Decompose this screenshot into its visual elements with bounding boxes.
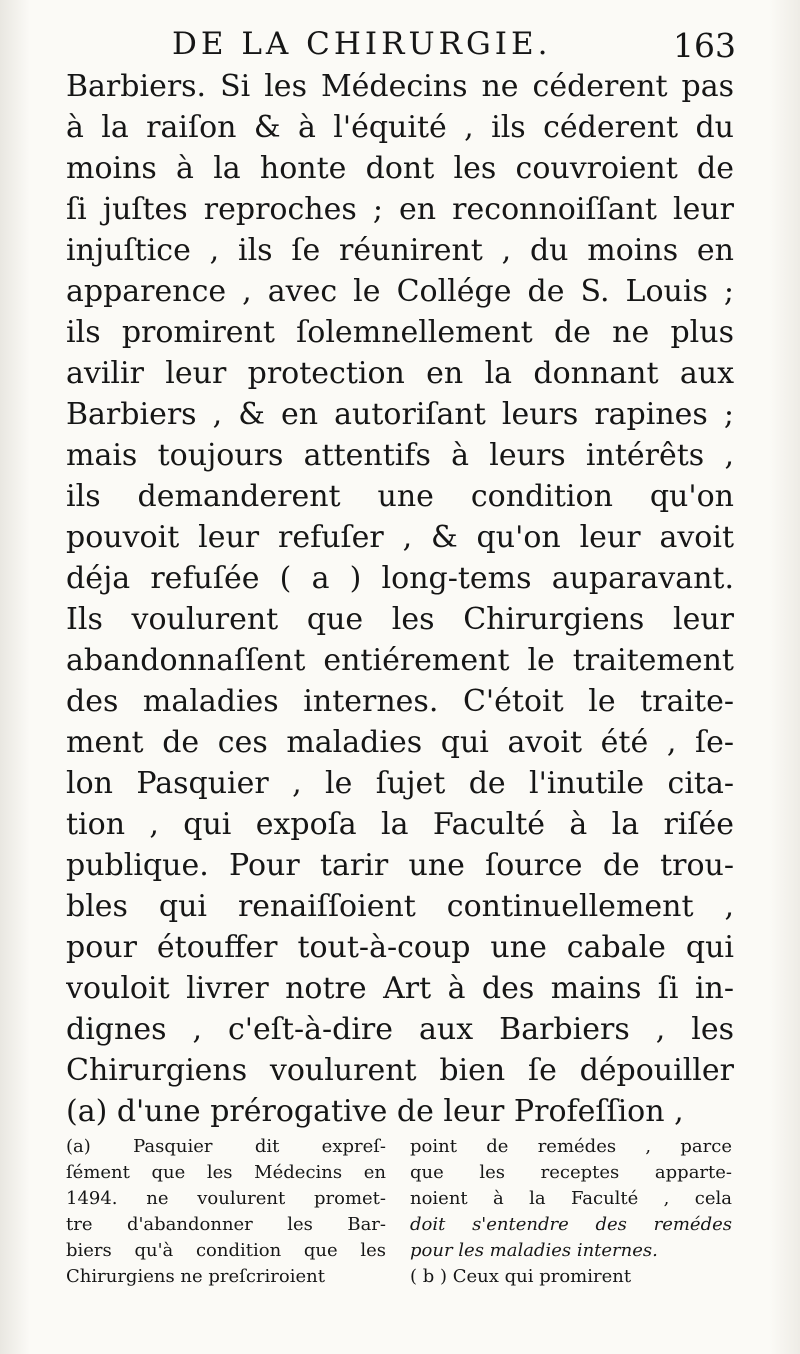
footnote-line: (a) Pasquier dit expreſ- <box>66 1136 386 1157</box>
footnote-line: ſément que les Médecins en <box>66 1162 386 1183</box>
page-number: 163 <box>673 26 736 65</box>
text-line: ils promirent ſolemnellement de ne plus <box>66 315 734 350</box>
footnote-column-left <box>66 1134 386 1304</box>
text-line: pouvoit leur refuſer , & qu'on leur avoit <box>66 520 734 555</box>
text-line: Barbiers , & en autoriſant leurs rapines ; <box>66 397 734 432</box>
text-line: injuſtice , ils ſe réunirent , du moins en <box>66 233 734 268</box>
footnote-column-right <box>410 1134 732 1304</box>
footnote-line-italic: doit s'entendre des remédes <box>410 1214 732 1235</box>
text-line: mais toujours attentifs à leurs intérêts , <box>66 438 734 473</box>
text-line: moins à la honte dont les couvroient de <box>66 151 734 186</box>
text-line: ment de ces maladies qui avoit été , ſe- <box>66 725 734 760</box>
text-line: vouloit livrer notre Art à des mains ſi in- <box>66 971 734 1006</box>
text-line: Ils voulurent que les Chirurgiens leur <box>66 602 734 637</box>
footnote-line-italic: pour les maladies internes. <box>410 1240 658 1261</box>
footnote-line: biers qu'à condition que les <box>66 1240 386 1261</box>
text-line: lon Pasquier , le ſujet de l'inutile cita- <box>66 766 734 801</box>
footnote-line: 1494. ne voulurent promet- <box>66 1188 386 1209</box>
page-header <box>60 22 736 66</box>
text-line: bles qui renaiſſoient continuellement , <box>66 889 734 924</box>
text-line: (a) d'une prérogative de leur Profeſſion , <box>66 1094 684 1129</box>
footnote-line: que les receptes apparte- <box>410 1162 732 1183</box>
text-line: dignes , c'eſt-à-dire aux Barbiers , les <box>66 1012 734 1047</box>
running-title: DE LA CHIRURGIE. <box>172 26 552 62</box>
text-line: Chirurgiens voulurent bien ſe dépouiller <box>66 1053 734 1088</box>
text-line: publique. Pour tarir une ſource de trou- <box>66 848 734 883</box>
footnote-line: noient à la Faculté , cela <box>410 1188 732 1209</box>
text-line: tion , qui expoſa la Faculté à la riſée <box>66 807 734 842</box>
footnote-line: Chirurgiens ne preſcriroient <box>66 1266 325 1287</box>
text-line: déja refuſée ( a ) long-tems auparavant. <box>66 561 734 596</box>
text-line: ſi juſtes reproches ; en reconnoiſſant leur <box>66 192 734 227</box>
body-text <box>66 66 734 1132</box>
footnote-line: tre d'abandonner les Bar- <box>66 1214 386 1235</box>
text-line: apparence , avec le Collége de S. Louis ; <box>66 274 734 309</box>
footnote-line: ( b ) Ceux qui promirent <box>410 1266 632 1287</box>
text-line: pour étouffer tout-à-coup une cabale qui <box>66 930 734 965</box>
text-line: abandonnaſſent entiérement le traitement <box>66 643 734 678</box>
footnote-line: point de remédes , parce <box>410 1136 732 1157</box>
text-line: à la raiſon & à l'équité , ils céderent du <box>66 110 734 145</box>
text-line: des maladies internes. C'étoit le traite- <box>66 684 734 719</box>
text-line: ils demanderent une condition qu'on <box>66 479 734 514</box>
text-line: Barbiers. Si les Médecins ne céderent pas <box>66 69 734 104</box>
text-line: avilir leur protection en la donnant aux <box>66 356 734 391</box>
